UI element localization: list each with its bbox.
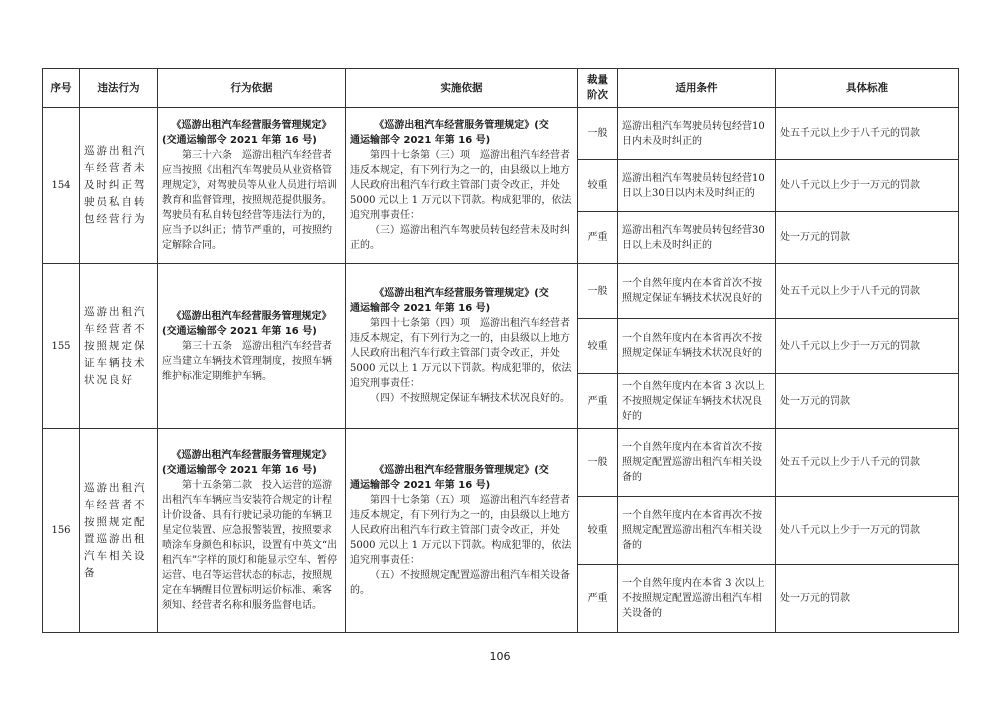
row-behavior-basis (158, 108, 346, 264)
standard-cell: 处一万元的罚款 (776, 374, 959, 429)
standard-cell: 处八千元以上少于一万元的罚款 (776, 160, 959, 212)
header-seq: 序号 (43, 69, 80, 108)
row-implementation-basis (346, 429, 578, 633)
condition-cell: 一个自然年度内在本省 3 次以上不按照规定保证车辆技术状况良好的 (618, 374, 776, 429)
header-level-line2: 阶次 (587, 89, 608, 101)
impl-text: 第四十七条第（五）项 巡游出租汽车经营者违反本规定，有下列行为之一的，由县级以上地方人民政府出租汽车行政主管部门责令改正，并处 5000 元以上 1 万元以下罚款。构成犯罪的，依法追究刑事责任： (350, 495, 572, 566)
impl-item: （四）不按照规定保证车辆技术状况良好的。 (370, 393, 570, 404)
level-cell: 较重 (578, 160, 618, 212)
standard-cell: 处五千元以上少于八千元的罚款 (776, 429, 959, 497)
level-cell: 一般 (578, 108, 618, 160)
row-implementation-basis (346, 264, 578, 429)
impl-item: （五）不按照规定配置巡游出租汽车相关设备的。 (350, 570, 570, 596)
impl-law-title: 《巡游出租汽车经营服务管理规定》(交 (374, 465, 549, 476)
condition-cell: 巡游出租汽车驾驶员转包经营30日以上未及时纠正的 (618, 212, 776, 264)
impl-law-number: 通运输部令 2021 年第 16 号) (350, 303, 491, 314)
impl-law-number: 通运输部令 2021 年第 16 号) (350, 480, 491, 491)
table-row (43, 108, 959, 160)
impl-law-number: 通运输部令 2021 年第 16 号) (350, 135, 491, 146)
standard-cell: 处五千元以上少于八千元的罚款 (776, 108, 959, 160)
header-standard: 具体标准 (776, 69, 959, 108)
impl-law-title: 《巡游出租汽车经营服务管理规定》(交 (374, 120, 549, 131)
level-cell: 较重 (578, 319, 618, 374)
table-row (43, 264, 959, 319)
row-seq: 154 (43, 108, 80, 264)
basis-text: 第十五条第二款 投入运营的巡游出租汽车车辆应当安装符合规定的计程计价设备、具有行驶记录功能的车辆卫星定位装置、应急报警装置，按照要求喷涂车身颜色和标识，设置有中英文“出租汽车”字样的顶灯和能显示空车、暂停运营、电召等运营状态的标志，按照规定在车辆醒目位置标明运价标准、乘客须知、经营者名称和服务监督电话。 (162, 480, 338, 611)
basis-law-title: 《巡游出租汽车经营服务管理规定》 (171, 310, 332, 322)
header-condition: 适用条件 (618, 69, 776, 108)
table-header-row (43, 69, 959, 108)
basis-text: 第三十六条 巡游出租汽车经营者应当按照《出租汽车驾驶员从业资格管理规定》，对驾驶员等从业人员进行培训教育和监督管理，按照规范提供服务。驾驶员有私自转包经营等违法行为的，应当予以纠正；情节严重的，可按照约定解除合同。 (162, 150, 337, 251)
condition-cell: 巡游出租汽车驾驶员转包经营10日内未及时纠正的 (618, 108, 776, 160)
basis-text: 第三十五条 巡游出租汽车经营者应当建立车辆技术管理制度，按照车辆维护标准定期维护车辆。 (162, 340, 332, 382)
header-level-line1: 裁量 (587, 74, 608, 86)
basis-law-number: (交通运输部令 2021 年第 16 号) (162, 325, 317, 337)
row-behavior-basis (158, 264, 346, 429)
condition-cell: 巡游出租汽车驾驶员转包经营10日以上30日以内未及时纠正的 (618, 160, 776, 212)
condition-cell: 一个自然年度内在本省再次不按照规定配置巡游出租汽车相关设备的 (618, 497, 776, 565)
condition-cell: 一个自然年度内在本省首次不按照规定保证车辆技术状况良好的 (618, 264, 776, 319)
standard-cell: 处一万元的罚款 (776, 212, 959, 264)
level-cell: 一般 (578, 264, 618, 319)
basis-law-number: (交通运输部令 2021 年第 16 号) (162, 465, 317, 476)
level-cell: 一般 (578, 429, 618, 497)
basis-law-title: 《巡游出租汽车经营服务管理规定》 (171, 450, 332, 461)
header-level (578, 69, 618, 108)
page-number: 106 (489, 650, 511, 663)
row-seq: 156 (43, 429, 80, 633)
header-basis: 行为依据 (158, 69, 346, 108)
level-cell: 严重 (578, 565, 618, 633)
impl-item: （三）巡游出租汽车驾驶员转包经营未及时纠正的。 (350, 225, 570, 251)
level-cell: 严重 (578, 212, 618, 264)
level-cell: 较重 (578, 497, 618, 565)
row-violation: 巡游出租汽车经营者不按照规定保证车辆技术状况良好 (80, 264, 158, 429)
header-implementation: 实施依据 (346, 69, 578, 108)
basis-law-number: (交通运输部令 2021 年第 16 号) (162, 135, 317, 146)
standard-cell: 处一万元的罚款 (776, 565, 959, 633)
impl-text: 第四十七条第（三）项 巡游出租汽车经营者违反本规定，有下列行为之一的，由县级以上地方人民政府出租汽车行政主管部门责令改正，并处 5000 元以上 1 万元以下罚款。构成犯罪的，依法追究刑事责任： (350, 150, 572, 221)
row-violation: 巡游出租汽车经营者不按照规定配置巡游出租汽车相关设备 (80, 429, 158, 633)
penalty-table (42, 68, 959, 633)
row-violation: 巡游出租汽车经营者未及时纠正驾驶员私自转包经营行为 (80, 108, 158, 264)
standard-cell: 处五千元以上少于八千元的罚款 (776, 264, 959, 319)
row-behavior-basis (158, 429, 346, 633)
basis-law-title: 《巡游出租汽车经营服务管理规定》 (171, 120, 332, 131)
table-row (43, 429, 959, 497)
standard-cell: 处八千元以上少于一万元的罚款 (776, 319, 959, 374)
level-cell: 严重 (578, 374, 618, 429)
impl-law-title: 《巡游出租汽车经营服务管理规定》(交 (374, 288, 549, 299)
row-implementation-basis (346, 108, 578, 264)
row-seq: 155 (43, 264, 80, 429)
condition-cell: 一个自然年度内在本省 3 次以上不按照规定配置巡游出租汽车相关设备的 (618, 565, 776, 633)
condition-cell: 一个自然年度内在本省首次不按照规定配置巡游出租汽车相关设备的 (618, 429, 776, 497)
condition-cell: 一个自然年度内在本省再次不按照规定保证车辆技术状况良好的 (618, 319, 776, 374)
impl-text: 第四十七条第（四）项 巡游出租汽车经营者违反本规定，有下列行为之一的，由县级以上地方人民政府出租汽车行政主管部门责令改正，并处 5000 元以上 1 万元以下罚款。构成犯罪的，依法追究刑事责任： (350, 318, 572, 389)
header-violation: 违法行为 (80, 69, 158, 108)
standard-cell: 处八千元以上少于一万元的罚款 (776, 497, 959, 565)
